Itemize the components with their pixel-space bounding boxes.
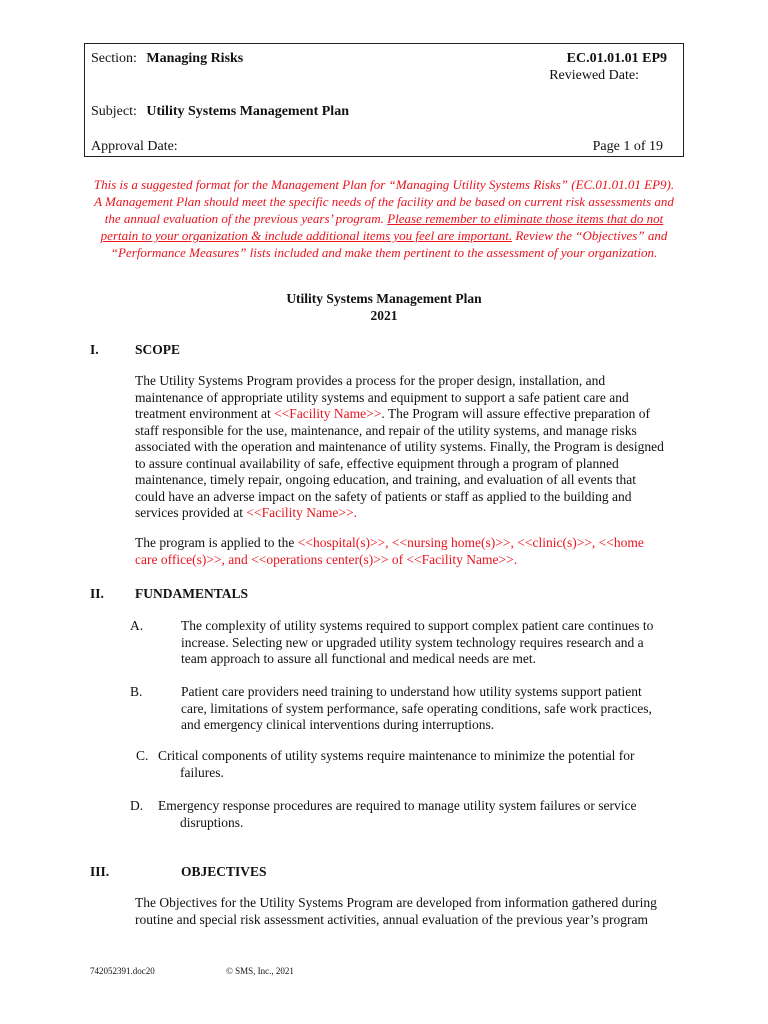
scope-text-b: . The Program will assure effective preparation of staff responsible for the use, maintenance, and repair of the utility systems, and manage risks associated with the operation and maintenance of utility systems. Finally, the Program is designed to assure continual availability of safe, effective equipment through a program of planned maintenance, timely repair, ongoing education, and training, and evaluation of all events that could have an adverse impact on the safety of patients or staff as applied to the building and services provided at <box>135 406 664 520</box>
section-row <box>91 50 243 67</box>
approval-date-label: Approval Date: <box>91 139 178 154</box>
notice-text-underlined: Please remember to eliminate those items that do not pertain to your organization & include additional items you feel are important. <box>100 211 664 243</box>
section-number-objectives: III. <box>90 864 110 879</box>
section-number-scope: I. <box>90 342 99 357</box>
section-title-scope: SCOPE <box>135 342 181 357</box>
facility-name-placeholder: <<Facility Name>> <box>274 406 382 421</box>
scope-p2-text: The program is applied to the <box>135 535 298 550</box>
fundamental-letter: B. <box>130 684 143 699</box>
scope-paragraph-1 <box>135 373 667 522</box>
page-number: Page 1 of 19 <box>592 139 663 154</box>
fundamental-letter: A. <box>130 618 144 633</box>
scope-p2-placeholders: <<hospital(s)>>, <<nursing home(s)>>, <<clinic(s)>>, <<home care office(s)>>, and <<operations center(s)>> of <<Facility Name>>. <box>135 535 644 567</box>
scope-text-a: The Utility Systems Program provides a process for the proper design, installation, and maintenance of appropriate utility systems and equipment to support a safe patient care and treatment environment at <box>135 373 629 421</box>
section-title-fundamentals: FUNDAMENTALS <box>135 586 249 601</box>
plan-year: 2021 <box>370 308 398 323</box>
scope-paragraph-2 <box>135 535 667 568</box>
fundamental-letter: D. <box>130 798 144 813</box>
fundamental-item <box>158 748 658 781</box>
footer-copyright: © SMS, Inc., 2021 <box>226 966 294 976</box>
notice-text-3: Review the “Objectives” and “Performance Measures” lists included and make them pertinent to the assessment of your organization. <box>110 228 668 260</box>
subject-row <box>91 103 349 120</box>
subject-value: Utility Systems Management Plan <box>146 104 349 119</box>
document-header-box <box>84 43 684 157</box>
fundamental-item: The complexity of utility systems required to support complex patient care continues to increase. Selecting new or upgraded utility system technology requires research and a team approach to assure all functional and medical needs are met. <box>181 618 654 666</box>
fundamental-item: Patient care providers need training to understand how utility systems support patient care, limitations of system performance, safe operating conditions, safe work practices, and emergency clinical interventions during interruptions. <box>181 684 652 732</box>
plan-title: Utility Systems Management Plan <box>286 291 482 306</box>
fundamental-item-text: Critical components of utility systems require maintenance to minimize the potential for failures. <box>158 748 635 780</box>
footer-doc-id: 742052391.doc20 <box>90 966 155 976</box>
format-notice <box>90 176 678 261</box>
standard-code: EC.01.01.01 EP9 <box>566 51 667 66</box>
facility-name-placeholder: <<Facility Name>> <box>246 505 354 520</box>
scope-text-c: . <box>353 505 358 520</box>
objectives-paragraph: The Objectives for the Utility Systems Program are developed from information gathered during routine and special risk assessment activities, annual evaluation of the previous year’s program <box>135 895 657 927</box>
section-title-objectives: OBJECTIVES <box>181 864 267 879</box>
fundamental-letter: C. <box>136 748 149 763</box>
section-number-fundamentals: II. <box>90 586 104 601</box>
fundamental-item <box>158 798 658 831</box>
notice-text-1: This is a suggested format for the Management Plan for “Managing Utility Systems Risks” (EC.01.01.01 EP9). A Management Plan should meet the specific needs of the facility and be based on current risk assessments and the annual evaluation of the previous years’ program. <box>93 177 675 226</box>
section-label: Section: <box>91 51 137 66</box>
fundamental-item-text: Emergency response procedures are required to manage utility system failures or service disruptions. <box>158 798 637 830</box>
reviewed-date-label: Reviewed Date: <box>549 68 639 83</box>
section-value: Managing Risks <box>146 51 244 66</box>
subject-label: Subject: <box>91 104 137 119</box>
